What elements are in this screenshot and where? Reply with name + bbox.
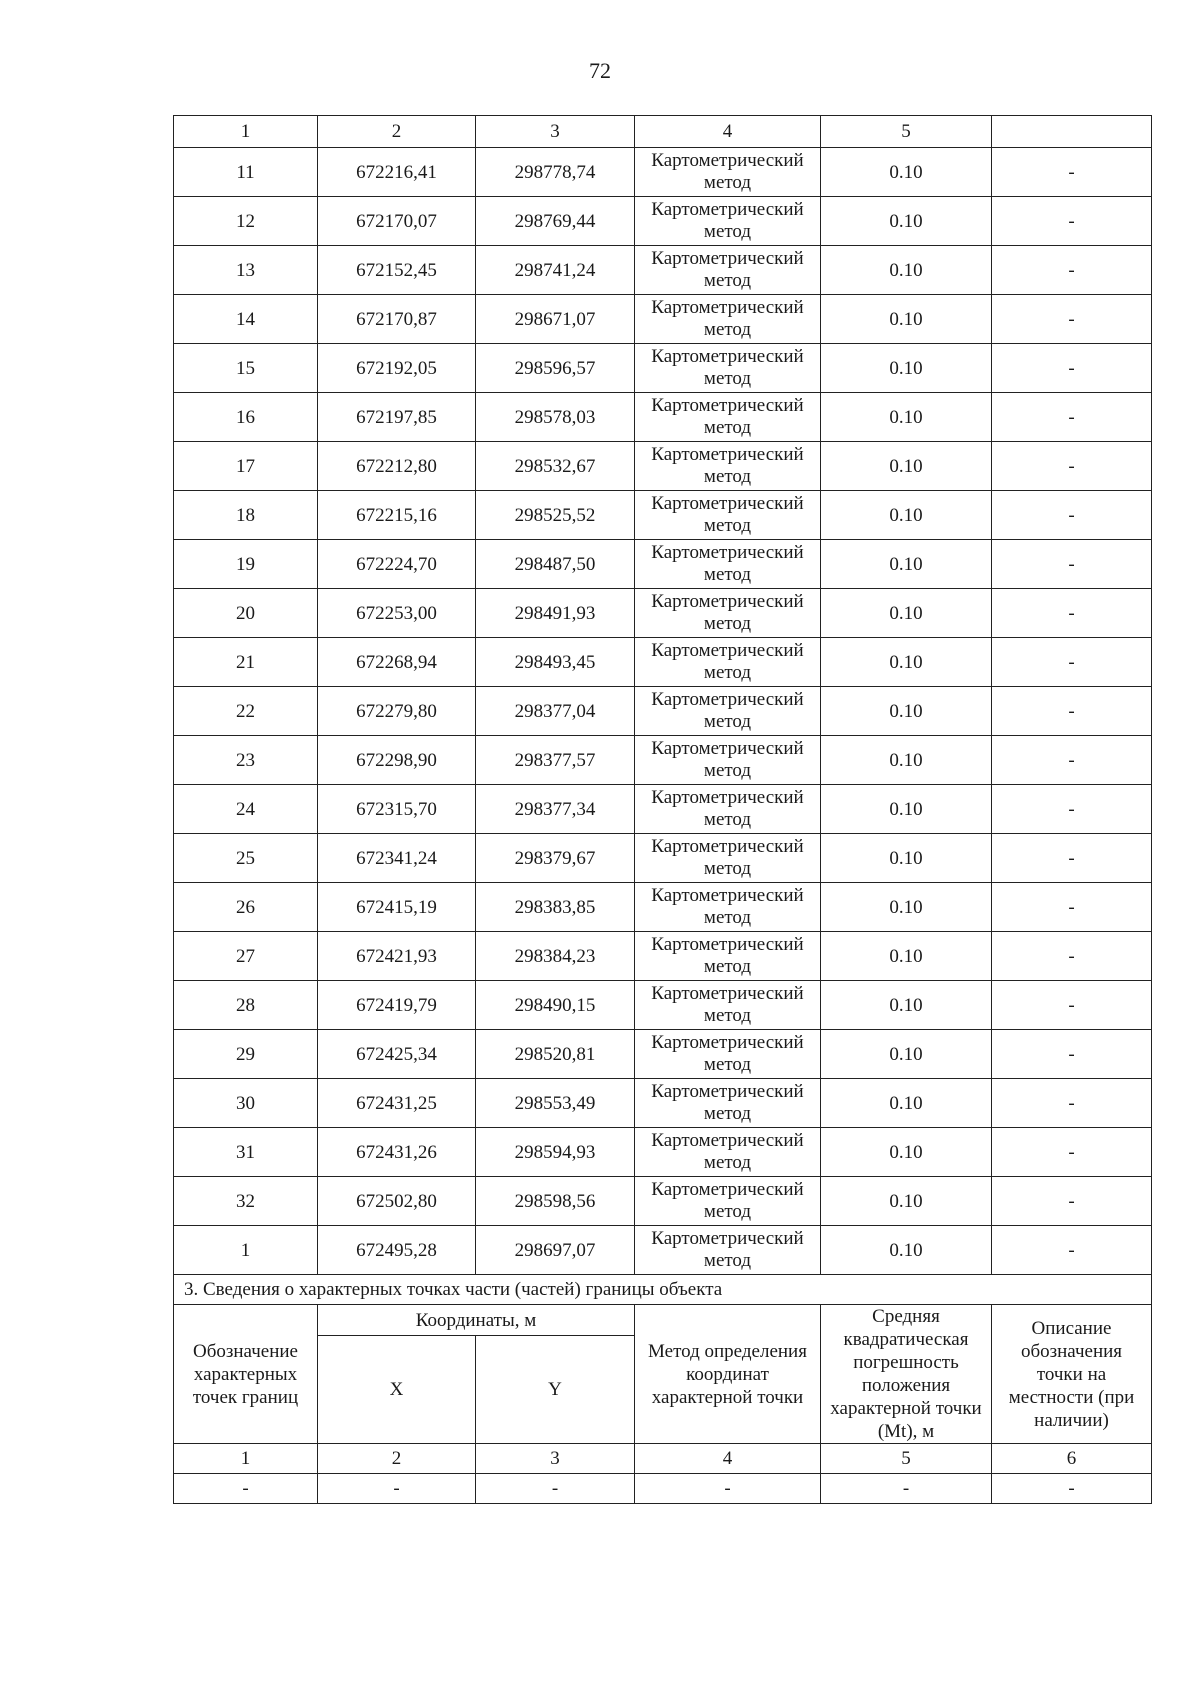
coord-x: 672315,70 bbox=[318, 785, 476, 834]
description: - bbox=[992, 589, 1152, 638]
method: Картометрический метод bbox=[635, 785, 821, 834]
coord-y: 298491,93 bbox=[476, 589, 635, 638]
error-value: 0.10 bbox=[821, 883, 992, 932]
column-number: 2 bbox=[318, 1444, 476, 1474]
coord-x: 672152,45 bbox=[318, 246, 476, 295]
column-number-row bbox=[174, 1444, 1152, 1474]
table-row bbox=[174, 736, 1152, 785]
coord-y: 298490,15 bbox=[476, 981, 635, 1030]
method: Картометрический метод bbox=[635, 197, 821, 246]
section-title-row bbox=[174, 1275, 1152, 1305]
coord-x: 672216,41 bbox=[318, 148, 476, 197]
table-row bbox=[174, 638, 1152, 687]
subtable-header-row bbox=[174, 1305, 1152, 1336]
method: Картометрический метод bbox=[635, 589, 821, 638]
point-number: 17 bbox=[174, 442, 318, 491]
coord-y: 298553,49 bbox=[476, 1079, 635, 1128]
error-value: 0.10 bbox=[821, 1128, 992, 1177]
error-value: 0.10 bbox=[821, 442, 992, 491]
point-number: 19 bbox=[174, 540, 318, 589]
table-row bbox=[174, 540, 1152, 589]
coord-y: 298578,03 bbox=[476, 393, 635, 442]
point-number: 12 bbox=[174, 197, 318, 246]
method: Картометрический метод bbox=[635, 981, 821, 1030]
error-value: 0.10 bbox=[821, 1226, 992, 1275]
point-number: 23 bbox=[174, 736, 318, 785]
point-number: 20 bbox=[174, 589, 318, 638]
coordinates-table bbox=[173, 115, 1152, 1504]
error-value: 0.10 bbox=[821, 1030, 992, 1079]
error-value: 0.10 bbox=[821, 638, 992, 687]
method: Картометрический метод bbox=[635, 932, 821, 981]
empty-cell: - bbox=[318, 1474, 476, 1504]
table-row bbox=[174, 785, 1152, 834]
description: - bbox=[992, 638, 1152, 687]
table-row bbox=[174, 197, 1152, 246]
method: Картометрический метод bbox=[635, 1079, 821, 1128]
table-row bbox=[174, 883, 1152, 932]
description: - bbox=[992, 883, 1152, 932]
coord-y: 298384,23 bbox=[476, 932, 635, 981]
description: - bbox=[992, 540, 1152, 589]
point-number: 32 bbox=[174, 1177, 318, 1226]
description: - bbox=[992, 1030, 1152, 1079]
column-number: 5 bbox=[821, 116, 992, 148]
empty-cell: - bbox=[635, 1474, 821, 1504]
description: - bbox=[992, 295, 1152, 344]
point-number: 25 bbox=[174, 834, 318, 883]
description: - bbox=[992, 197, 1152, 246]
coord-x: 672197,85 bbox=[318, 393, 476, 442]
method: Картометрический метод bbox=[635, 883, 821, 932]
empty-cell: - bbox=[821, 1474, 992, 1504]
description: - bbox=[992, 1226, 1152, 1275]
empty-cell: - bbox=[476, 1474, 635, 1504]
method: Картометрический метод bbox=[635, 246, 821, 295]
table-row bbox=[174, 589, 1152, 638]
error-value: 0.10 bbox=[821, 197, 992, 246]
point-number: 29 bbox=[174, 1030, 318, 1079]
coord-x: 672212,80 bbox=[318, 442, 476, 491]
error-value: 0.10 bbox=[821, 148, 992, 197]
coord-x: 672415,19 bbox=[318, 883, 476, 932]
empty-row bbox=[174, 1474, 1152, 1504]
coord-y: 298671,07 bbox=[476, 295, 635, 344]
header-error: Средняя квадратическая погрешность положения характерной точки (Mt), м bbox=[821, 1305, 992, 1444]
method: Картометрический метод bbox=[635, 491, 821, 540]
table-row bbox=[174, 834, 1152, 883]
coord-y: 298383,85 bbox=[476, 883, 635, 932]
header-x: X bbox=[318, 1336, 476, 1444]
column-number: 4 bbox=[635, 1444, 821, 1474]
description: - bbox=[992, 1079, 1152, 1128]
column-number: 1 bbox=[174, 116, 318, 148]
coord-x: 672268,94 bbox=[318, 638, 476, 687]
coord-y: 298697,07 bbox=[476, 1226, 635, 1275]
column-number: 3 bbox=[476, 116, 635, 148]
table-row bbox=[174, 1079, 1152, 1128]
error-value: 0.10 bbox=[821, 491, 992, 540]
point-number: 28 bbox=[174, 981, 318, 1030]
coord-x: 672192,05 bbox=[318, 344, 476, 393]
table-row bbox=[174, 148, 1152, 197]
column-number bbox=[992, 116, 1152, 148]
method: Картометрический метод bbox=[635, 148, 821, 197]
description: - bbox=[992, 393, 1152, 442]
error-value: 0.10 bbox=[821, 393, 992, 442]
coord-x: 672495,28 bbox=[318, 1226, 476, 1275]
column-number: 2 bbox=[318, 116, 476, 148]
coord-x: 672253,00 bbox=[318, 589, 476, 638]
point-number: 15 bbox=[174, 344, 318, 393]
method: Картометрический метод bbox=[635, 834, 821, 883]
coord-x: 672215,16 bbox=[318, 491, 476, 540]
table-row bbox=[174, 491, 1152, 540]
coord-x: 672419,79 bbox=[318, 981, 476, 1030]
coord-y: 298532,67 bbox=[476, 442, 635, 491]
error-value: 0.10 bbox=[821, 344, 992, 393]
error-value: 0.10 bbox=[821, 785, 992, 834]
coord-y: 298487,50 bbox=[476, 540, 635, 589]
point-number: 14 bbox=[174, 295, 318, 344]
column-number: 6 bbox=[992, 1444, 1152, 1474]
error-value: 0.10 bbox=[821, 981, 992, 1030]
header-designation: Обозначение характерных точек границ bbox=[174, 1305, 318, 1444]
point-number: 27 bbox=[174, 932, 318, 981]
header-method: Метод определения координат характерной точки bbox=[635, 1305, 821, 1444]
point-number: 30 bbox=[174, 1079, 318, 1128]
column-number: 1 bbox=[174, 1444, 318, 1474]
table-row bbox=[174, 687, 1152, 736]
point-number: 31 bbox=[174, 1128, 318, 1177]
table-row bbox=[174, 1226, 1152, 1275]
column-number: 3 bbox=[476, 1444, 635, 1474]
coord-y: 298596,57 bbox=[476, 344, 635, 393]
point-number: 16 bbox=[174, 393, 318, 442]
table-row bbox=[174, 442, 1152, 491]
coord-y: 298598,56 bbox=[476, 1177, 635, 1226]
section-title: 3. Сведения о характерных точках части (частей) границы объекта bbox=[174, 1275, 1152, 1305]
coord-x: 672279,80 bbox=[318, 687, 476, 736]
description: - bbox=[992, 1177, 1152, 1226]
description: - bbox=[992, 932, 1152, 981]
description: - bbox=[992, 246, 1152, 295]
coord-x: 672298,90 bbox=[318, 736, 476, 785]
method: Картометрический метод bbox=[635, 393, 821, 442]
method: Картометрический метод bbox=[635, 295, 821, 344]
error-value: 0.10 bbox=[821, 736, 992, 785]
coord-y: 298594,93 bbox=[476, 1128, 635, 1177]
description: - bbox=[992, 981, 1152, 1030]
coord-y: 298741,24 bbox=[476, 246, 635, 295]
error-value: 0.10 bbox=[821, 1079, 992, 1128]
description: - bbox=[992, 736, 1152, 785]
coord-y: 298379,67 bbox=[476, 834, 635, 883]
error-value: 0.10 bbox=[821, 540, 992, 589]
method: Картометрический метод bbox=[635, 1177, 821, 1226]
description: - bbox=[992, 1128, 1152, 1177]
coord-y: 298493,45 bbox=[476, 638, 635, 687]
point-number: 21 bbox=[174, 638, 318, 687]
coord-x: 672421,93 bbox=[318, 932, 476, 981]
point-number: 18 bbox=[174, 491, 318, 540]
error-value: 0.10 bbox=[821, 246, 992, 295]
method: Картометрический метод bbox=[635, 638, 821, 687]
point-number: 24 bbox=[174, 785, 318, 834]
header-description: Описание обозначения точки на местности (при наличии) bbox=[992, 1305, 1152, 1444]
coord-x: 672224,70 bbox=[318, 540, 476, 589]
table-row bbox=[174, 1177, 1152, 1226]
error-value: 0.10 bbox=[821, 687, 992, 736]
method: Картометрический метод bbox=[635, 442, 821, 491]
table-row bbox=[174, 1128, 1152, 1177]
method: Картометрический метод bbox=[635, 736, 821, 785]
method: Картометрический метод bbox=[635, 344, 821, 393]
coord-x: 672502,80 bbox=[318, 1177, 476, 1226]
point-number: 1 bbox=[174, 1226, 318, 1275]
coord-y: 298769,44 bbox=[476, 197, 635, 246]
empty-cell: - bbox=[174, 1474, 318, 1504]
column-number: 4 bbox=[635, 116, 821, 148]
error-value: 0.10 bbox=[821, 1177, 992, 1226]
method: Картометрический метод bbox=[635, 687, 821, 736]
description: - bbox=[992, 491, 1152, 540]
table-row bbox=[174, 393, 1152, 442]
description: - bbox=[992, 344, 1152, 393]
point-number: 13 bbox=[174, 246, 318, 295]
description: - bbox=[992, 834, 1152, 883]
table-row bbox=[174, 932, 1152, 981]
coord-y: 298525,52 bbox=[476, 491, 635, 540]
point-number: 26 bbox=[174, 883, 318, 932]
header-coordinates: Координаты, м bbox=[318, 1305, 635, 1336]
point-number: 11 bbox=[174, 148, 318, 197]
coord-y: 298778,74 bbox=[476, 148, 635, 197]
method: Картометрический метод bbox=[635, 1226, 821, 1275]
error-value: 0.10 bbox=[821, 932, 992, 981]
table-row bbox=[174, 295, 1152, 344]
table-row bbox=[174, 344, 1152, 393]
table-row bbox=[174, 1030, 1152, 1079]
coord-y: 298377,57 bbox=[476, 736, 635, 785]
page-number: 72 bbox=[589, 58, 611, 83]
description: - bbox=[992, 148, 1152, 197]
column-number-row bbox=[174, 116, 1152, 148]
column-number: 5 bbox=[821, 1444, 992, 1474]
coord-x: 672431,25 bbox=[318, 1079, 476, 1128]
table-row bbox=[174, 246, 1152, 295]
point-number: 22 bbox=[174, 687, 318, 736]
method: Картометрический метод bbox=[635, 540, 821, 589]
method: Картометрический метод bbox=[635, 1030, 821, 1079]
description: - bbox=[992, 442, 1152, 491]
coord-y: 298377,04 bbox=[476, 687, 635, 736]
error-value: 0.10 bbox=[821, 834, 992, 883]
description: - bbox=[992, 785, 1152, 834]
method: Картометрический метод bbox=[635, 1128, 821, 1177]
coord-x: 672425,34 bbox=[318, 1030, 476, 1079]
coord-x: 672431,26 bbox=[318, 1128, 476, 1177]
empty-cell: - bbox=[992, 1474, 1152, 1504]
table-row bbox=[174, 981, 1152, 1030]
error-value: 0.10 bbox=[821, 295, 992, 344]
description: - bbox=[992, 687, 1152, 736]
coord-x: 672341,24 bbox=[318, 834, 476, 883]
coord-y: 298377,34 bbox=[476, 785, 635, 834]
coord-y: 298520,81 bbox=[476, 1030, 635, 1079]
error-value: 0.10 bbox=[821, 589, 992, 638]
coord-x: 672170,07 bbox=[318, 197, 476, 246]
coord-x: 672170,87 bbox=[318, 295, 476, 344]
header-y: Y bbox=[476, 1336, 635, 1444]
